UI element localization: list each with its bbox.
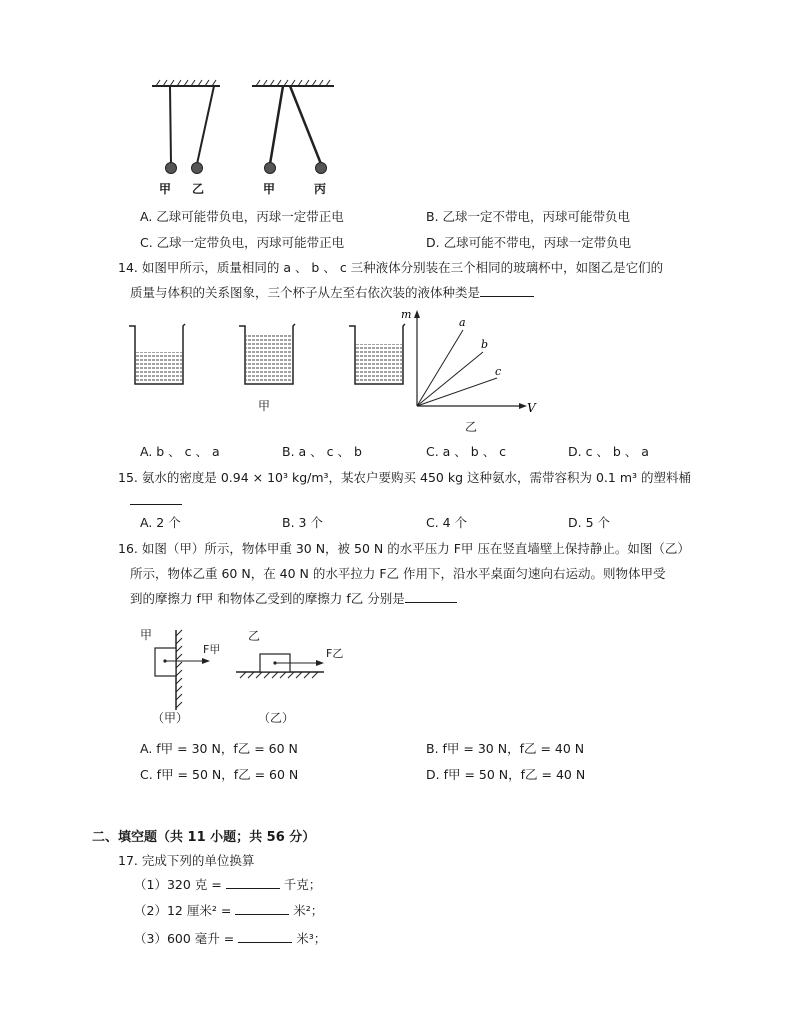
q14-line-b [417, 352, 483, 406]
q16-option-c: C. f甲 = 50 N，f乙 = 60 N [140, 767, 299, 782]
q17-item-3-suffix: 米³； [296, 931, 327, 946]
q16-fig-caption-jia: （甲） [152, 711, 189, 725]
q16-fig-title-jia: 甲 [140, 628, 153, 642]
q14-beakers-figure [125, 318, 415, 390]
q14-beaker-2 [239, 324, 295, 384]
q13-ball-bing [316, 163, 327, 174]
q14-axis-m: m [401, 308, 412, 321]
q14-option-c: C. a 、 b 、 c [426, 444, 507, 459]
q17-item-3 [134, 930, 326, 948]
q14-mass-volume-graph [401, 308, 545, 416]
section-2-title: 二、填空题（共 11 小题；共 56 分） [92, 830, 316, 845]
q14-answer-blank[interactable] [480, 284, 534, 297]
q14-line-1: 14. 如图甲所示，质量相同的 a 、 b 、 c 三种液体分别装在三个相同的玻璃杯中，如图乙是它们的 [118, 260, 664, 275]
q16-option-d: D. f甲 = 50 N，f乙 = 40 N [426, 767, 586, 782]
q13-option-a: A. 乙球可能带负电，丙球一定带正电 [140, 209, 344, 224]
q16-line-2: 所示，物体乙重 60 N，在 40 N 的水平拉力 F乙 作用下，沿水平桌面匀速向右运动。则物体甲受 [130, 566, 666, 581]
q14-label-a: a [459, 316, 466, 329]
q15-option-b: B. 3 个 [282, 515, 323, 530]
q15-option-c: C. 4 个 [426, 515, 468, 530]
q17-item-3-prefix: （3）600 毫升 = [134, 931, 235, 946]
q14-line-a [417, 330, 463, 406]
q14-beaker-1 [129, 324, 185, 384]
q16-fig-force-yi: F乙 [326, 647, 344, 660]
q13-fig-label-jia-2: 甲 [263, 182, 276, 196]
q14-line-2-wrap [130, 284, 534, 302]
q17-item-1-prefix: （1）320 克 = [134, 877, 222, 892]
q14-option-b: B. a 、 c 、 b [282, 444, 362, 459]
q15-option-a: A. 2 个 [140, 515, 181, 530]
q17-item-2 [134, 902, 323, 920]
q16-line-3-wrap [130, 590, 457, 608]
q14-label-c: c [495, 365, 502, 378]
q17-item-2-suffix: 米²； [293, 903, 324, 918]
q17-item-1 [134, 876, 321, 894]
q13-option-c: C. 乙球一定带负电，丙球可能带正电 [140, 235, 345, 250]
q14-option-d: D. c 、 b 、 a [568, 444, 649, 459]
q13-option-b: B. 乙球一定不带电，丙球可能带负电 [426, 209, 631, 224]
q17-title: 17. 完成下列的单位换算 [118, 853, 255, 868]
q15-answer-blank[interactable] [130, 492, 182, 505]
q16-line-1: 16. 如图（甲）所示，物体甲重 30 N，被 50 N 的水平压力 F甲 压在竖直墙壁上保持静止。如图（乙） [118, 541, 690, 556]
q17-item-2-blank[interactable] [235, 902, 289, 915]
q16-fig-caption-yi: （乙） [258, 711, 295, 725]
q16-answer-blank[interactable] [405, 590, 457, 603]
q16-option-b: B. f甲 = 30 N，f乙 = 40 N [426, 741, 585, 756]
q14-line-c [417, 378, 497, 406]
q14-axis-v: V [527, 401, 536, 415]
q14-fig-label-yi: 乙 [465, 420, 478, 434]
q16-line-3: 到的摩擦力 f甲 和物体乙受到的摩擦力 f乙 分别是 [130, 591, 405, 606]
q13-option-d: D. 乙球可能不带电，丙球一定带负电 [426, 235, 632, 250]
q13-fig-label-bing: 丙 [314, 182, 327, 196]
q16-fig-title-yi: 乙 [248, 629, 261, 643]
q13-ball-yi [192, 163, 203, 174]
q14-line-2: 质量与体积的关系图象，三个杯子从左至右依次装的液体种类是 [130, 285, 481, 300]
q17-item-3-blank[interactable] [238, 930, 292, 943]
q13-fig-label-jia-1: 甲 [159, 182, 172, 196]
q17-item-1-suffix: 千克； [283, 877, 322, 892]
q17-item-1-blank[interactable] [226, 876, 280, 889]
q13-ball-jia-right [265, 163, 276, 174]
q14-beaker-3 [349, 324, 405, 384]
q14-fig-label-jia: 甲 [258, 399, 271, 413]
q13-ball-jia-left [166, 163, 177, 174]
q13-fig-label-yi: 乙 [192, 182, 205, 196]
q14-label-b: b [481, 338, 489, 351]
q14-option-a: A. b 、 c 、 a [140, 444, 220, 459]
q16-fig-force-jia: F甲 [203, 643, 221, 656]
q17-item-2-prefix: （2）12 厘米² = [134, 903, 232, 918]
q15-option-d: D. 5 个 [568, 515, 610, 530]
q15-text: 15. 氨水的密度是 0.94 × 10³ kg/m³，某农户要购买 450 kg 这种氨水，需带容积为 0.1 m³ 的塑料桶 [118, 470, 691, 485]
q16-option-a: A. f甲 = 30 N，f乙 = 60 N [140, 741, 298, 756]
